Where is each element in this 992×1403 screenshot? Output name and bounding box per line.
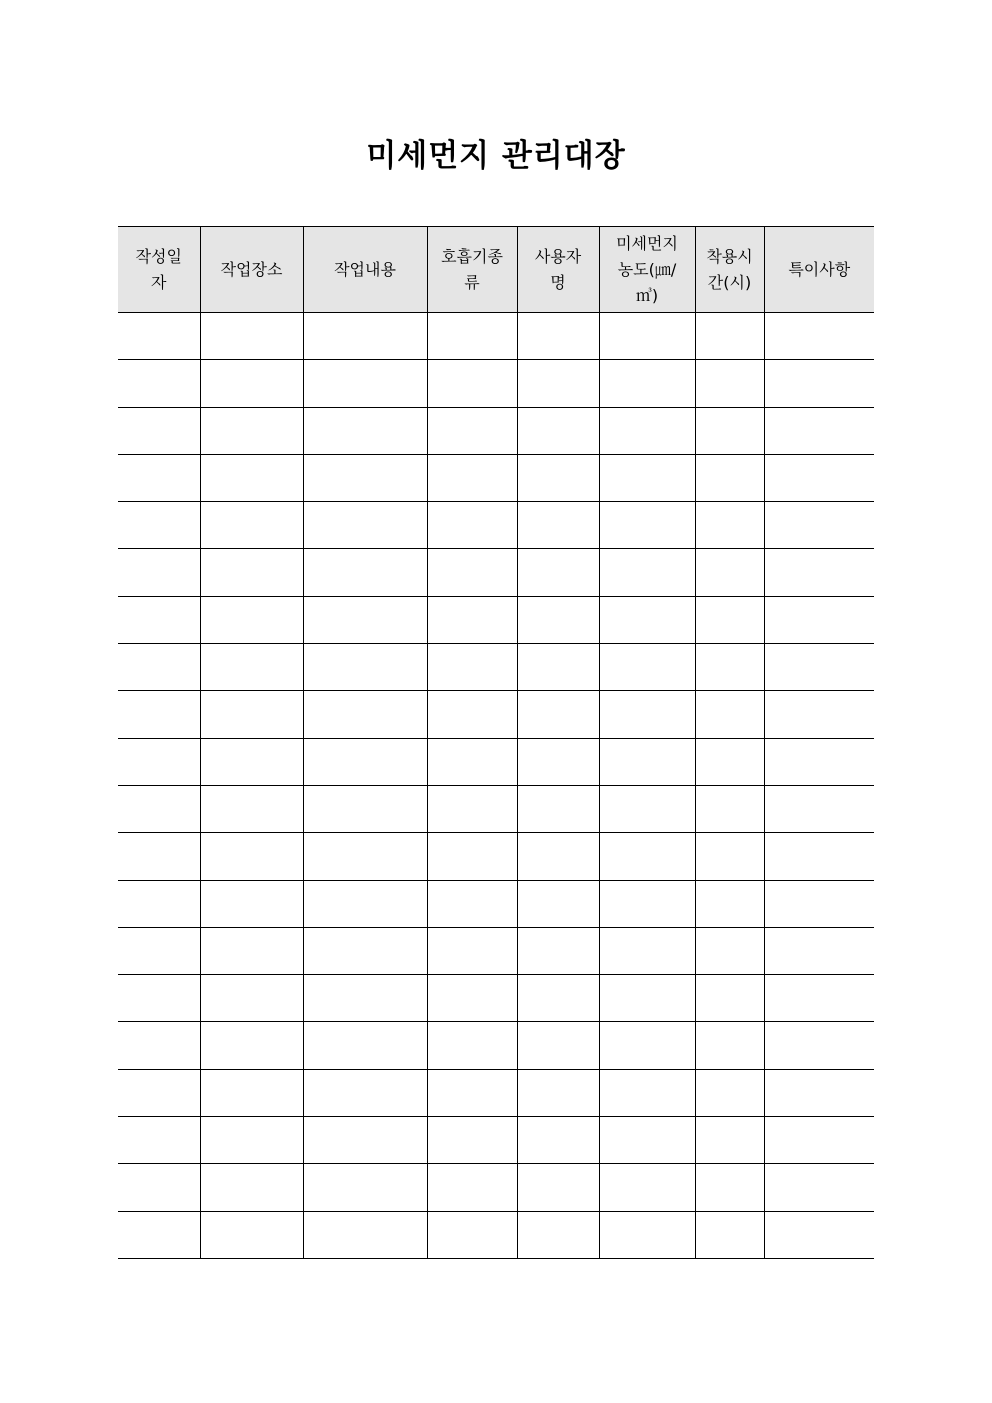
table-cell[interactable] [303,927,427,974]
table-cell[interactable] [303,691,427,738]
table-cell[interactable] [764,313,874,360]
table-cell[interactable] [695,1211,764,1258]
table-cell[interactable] [764,1164,874,1211]
table-cell[interactable] [517,407,599,454]
table-cell[interactable] [200,502,303,549]
table-cell[interactable] [517,1211,599,1258]
table-cell[interactable] [764,785,874,832]
table-cell[interactable] [427,1069,517,1116]
table-cell[interactable] [695,785,764,832]
table-cell[interactable] [517,880,599,927]
table-cell[interactable] [118,549,200,596]
table-cell[interactable] [599,549,695,596]
table-cell[interactable] [764,738,874,785]
table-row [118,785,874,832]
table-cell[interactable] [764,1069,874,1116]
table-cell[interactable] [427,502,517,549]
table-cell[interactable] [118,454,200,501]
table-cell[interactable] [118,644,200,691]
table-cell[interactable] [695,1164,764,1211]
table-cell[interactable] [200,785,303,832]
table-cell[interactable] [200,644,303,691]
table-cell[interactable] [599,313,695,360]
table-cell[interactable] [517,1164,599,1211]
table-row [118,1117,874,1164]
table-cell[interactable] [517,833,599,880]
table-body [118,313,874,1259]
table-cell[interactable] [200,880,303,927]
table-cell[interactable] [517,975,599,1022]
header-work-content: 작업내용 [303,227,427,313]
table-cell[interactable] [517,549,599,596]
header-respirator-type: 호흡기종 류 [427,227,517,313]
table-row [118,502,874,549]
table-cell[interactable] [599,644,695,691]
header-remarks: 특이사항 [764,227,874,313]
table-cell[interactable] [200,407,303,454]
table-cell[interactable] [599,1117,695,1164]
table-cell[interactable] [764,880,874,927]
table-cell[interactable] [517,1022,599,1069]
table-cell[interactable] [599,360,695,407]
table-cell[interactable] [118,1069,200,1116]
table-cell[interactable] [303,454,427,501]
table-cell[interactable] [599,1164,695,1211]
table-cell[interactable] [695,407,764,454]
table-cell[interactable] [303,1117,427,1164]
table-cell[interactable] [695,880,764,927]
table-cell[interactable] [427,833,517,880]
table-cell[interactable] [517,927,599,974]
table-cell[interactable] [303,975,427,1022]
table-cell[interactable] [517,313,599,360]
table-cell[interactable] [118,975,200,1022]
table-row [118,596,874,643]
table-cell[interactable] [427,360,517,407]
table-cell[interactable] [695,1022,764,1069]
table-cell[interactable] [517,1069,599,1116]
table-cell[interactable] [303,549,427,596]
table-row [118,833,874,880]
table-cell[interactable] [764,360,874,407]
table-cell[interactable] [517,502,599,549]
table-cell[interactable] [764,975,874,1022]
table-cell[interactable] [200,596,303,643]
dust-management-table [118,226,874,1259]
table-cell[interactable] [764,1211,874,1258]
table-cell[interactable] [517,360,599,407]
table-cell[interactable] [303,738,427,785]
page-title: 미세먼지 관리대장 [366,138,626,174]
table-row [118,454,874,501]
table-cell[interactable] [695,313,764,360]
table-row [118,644,874,691]
table-cell[interactable] [517,785,599,832]
table-cell[interactable] [200,549,303,596]
table-cell[interactable] [427,596,517,643]
table-cell[interactable] [517,738,599,785]
header-wear-time: 착용시 간(시) [695,227,764,313]
table-cell[interactable] [517,596,599,643]
table-row [118,313,874,360]
table-cell[interactable] [303,407,427,454]
table-cell[interactable] [695,927,764,974]
table-cell[interactable] [695,644,764,691]
table-cell[interactable] [200,975,303,1022]
table-row [118,1069,874,1116]
table-cell[interactable] [599,1022,695,1069]
table-cell[interactable] [200,313,303,360]
table-row [118,975,874,1022]
table-cell[interactable] [303,313,427,360]
table-cell[interactable] [517,1117,599,1164]
header-date: 작성일 자 [118,227,200,313]
table-row [118,691,874,738]
table-cell[interactable] [764,644,874,691]
table-cell[interactable] [118,1211,200,1258]
table-cell[interactable] [200,1117,303,1164]
table-cell[interactable] [427,975,517,1022]
table-row [118,927,874,974]
header-user-name: 사용자 명 [517,227,599,313]
table-cell[interactable] [427,1164,517,1211]
table-cell[interactable] [427,738,517,785]
table-cell[interactable] [764,502,874,549]
table-cell[interactable] [764,1117,874,1164]
table-cell[interactable] [118,1022,200,1069]
table-cell[interactable] [599,454,695,501]
table-cell[interactable] [599,975,695,1022]
table-row [118,360,874,407]
table-cell[interactable] [303,502,427,549]
table-cell[interactable] [118,833,200,880]
table-cell[interactable] [695,1117,764,1164]
table-cell[interactable] [200,1211,303,1258]
table-cell[interactable] [695,975,764,1022]
table-cell[interactable] [427,927,517,974]
table-row [118,1022,874,1069]
table-cell[interactable] [303,1211,427,1258]
table-cell[interactable] [427,1117,517,1164]
table-cell[interactable] [599,691,695,738]
table-cell[interactable] [303,880,427,927]
table-cell[interactable] [427,407,517,454]
table-cell[interactable] [599,1211,695,1258]
table-cell[interactable] [118,785,200,832]
table-cell[interactable] [427,644,517,691]
table-cell[interactable] [764,833,874,880]
table-cell[interactable] [427,1022,517,1069]
table-row [118,738,874,785]
table-cell[interactable] [695,1069,764,1116]
table-cell[interactable] [764,1022,874,1069]
table-cell[interactable] [517,644,599,691]
table-cell[interactable] [695,596,764,643]
table-cell[interactable] [303,1069,427,1116]
table-cell[interactable] [427,785,517,832]
table-row [118,1164,874,1211]
table-cell[interactable] [764,407,874,454]
table-cell[interactable] [599,596,695,643]
table-cell[interactable] [764,691,874,738]
table-cell[interactable] [200,738,303,785]
table-cell[interactable] [118,407,200,454]
table-cell[interactable] [427,880,517,927]
table-cell[interactable] [695,454,764,501]
table-cell[interactable] [303,596,427,643]
table-cell[interactable] [599,407,695,454]
table-cell[interactable] [764,549,874,596]
table-cell[interactable] [303,833,427,880]
table-row [118,549,874,596]
table-cell[interactable] [695,691,764,738]
table-cell[interactable] [599,1069,695,1116]
table-cell[interactable] [517,691,599,738]
table-cell[interactable] [764,454,874,501]
table-cell[interactable] [303,644,427,691]
header-row [118,227,874,313]
table-cell[interactable] [118,313,200,360]
table-cell[interactable] [200,833,303,880]
header-dust-concentration: 미세먼지 농도(㎛/ ㎥) [599,227,695,313]
table-row [118,407,874,454]
table-cell[interactable] [599,502,695,549]
table-cell[interactable] [118,927,200,974]
table-cell[interactable] [695,549,764,596]
table-cell[interactable] [599,738,695,785]
table-cell[interactable] [427,691,517,738]
table-row [118,880,874,927]
table-cell[interactable] [200,1069,303,1116]
header-work-place: 작업장소 [200,227,303,313]
table-cell[interactable] [695,738,764,785]
table-cell[interactable] [200,691,303,738]
table-cell[interactable] [303,1022,427,1069]
table-cell[interactable] [599,785,695,832]
table-cell[interactable] [200,1164,303,1211]
table-cell[interactable] [118,502,200,549]
table-cell[interactable] [200,927,303,974]
table-cell[interactable] [695,360,764,407]
table-cell[interactable] [200,1022,303,1069]
table-cell[interactable] [118,360,200,407]
table-cell[interactable] [764,927,874,974]
table-cell[interactable] [599,833,695,880]
table-cell[interactable] [303,785,427,832]
table-cell[interactable] [695,833,764,880]
table-cell[interactable] [427,454,517,501]
table-cell[interactable] [599,880,695,927]
table-cell[interactable] [427,549,517,596]
table-cell[interactable] [118,738,200,785]
table-cell[interactable] [695,502,764,549]
table-cell[interactable] [200,360,303,407]
table-cell[interactable] [118,596,200,643]
table-cell[interactable] [517,454,599,501]
table-cell[interactable] [118,1117,200,1164]
table-cell[interactable] [764,596,874,643]
table-cell[interactable] [118,691,200,738]
table-cell[interactable] [118,880,200,927]
table-cell[interactable] [427,313,517,360]
table-cell[interactable] [427,1211,517,1258]
table-cell[interactable] [303,1164,427,1211]
table-cell[interactable] [303,360,427,407]
table-cell[interactable] [118,1164,200,1211]
table-cell[interactable] [599,927,695,974]
table-row [118,1211,874,1258]
table-cell[interactable] [200,454,303,501]
